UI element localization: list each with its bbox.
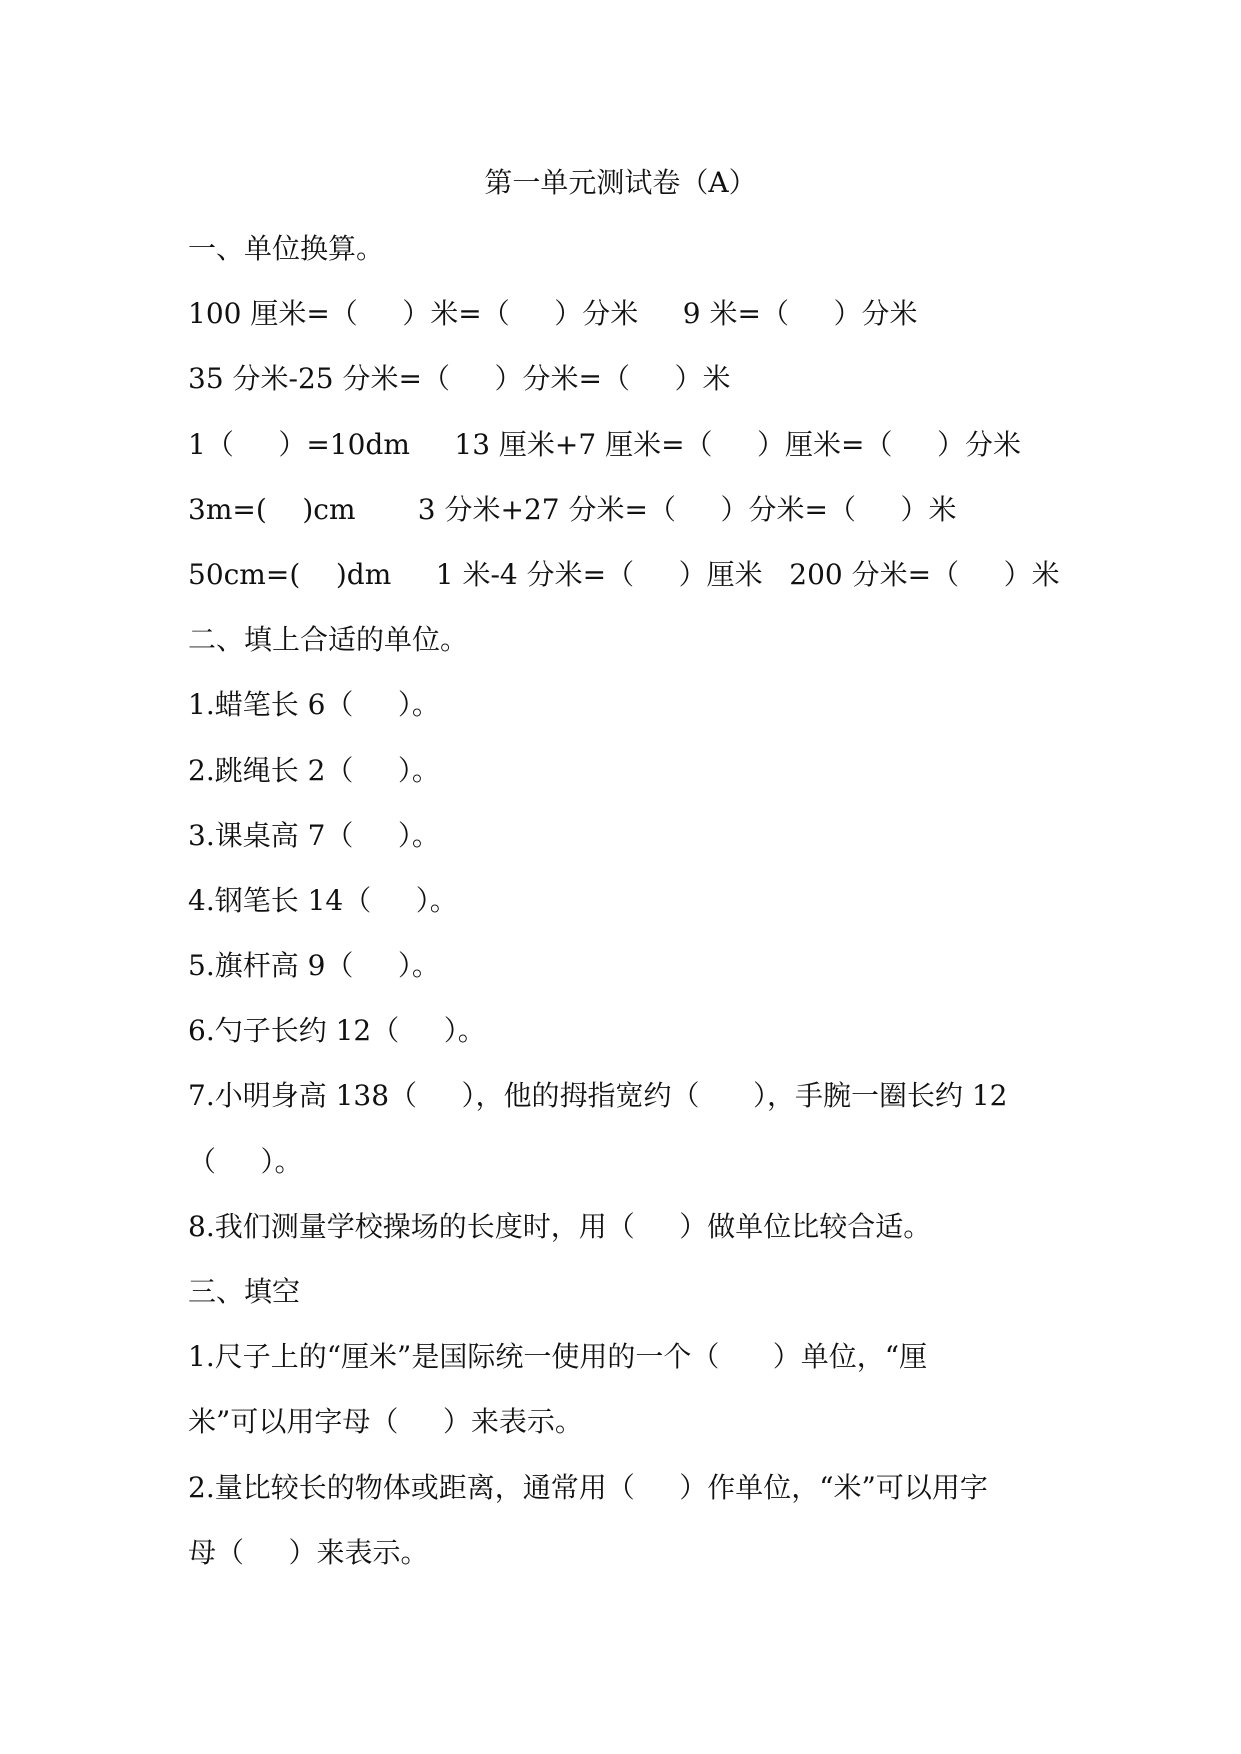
section-heading-fill-units: 二、填上合适的单位。 (188, 623, 469, 657)
section-heading-fill-blanks: 三、填空 (188, 1275, 301, 1308)
question-line-continued: 米”可以用字母（ ）来表示。 (188, 1405, 583, 1439)
question-line: 3.课桌高 7（ ）。 (188, 818, 440, 852)
question-line: 4.钢笔长 14（ ）。 (188, 883, 458, 917)
question-line: 2.量比较长的物体或距离，通常用（ ）作单位，“米”可以用字 (188, 1470, 988, 1504)
worksheet-body (188, 229, 1088, 1598)
question-line: 7.小明身高 138（ ），他的拇指宽约（ ），手腕一圈长约 12 (188, 1079, 1008, 1113)
question-line: 1（ ）=10dm 13 厘米+7 厘米=（ ）厘米=（ ）分米 (188, 427, 1022, 461)
section-heading-unit-conversion: 一、单位换算。 (188, 232, 385, 265)
question-line: 35 分米-25 分米=（ ）分米=（ ）米 (188, 362, 731, 396)
question-line: 3m=( )cm 3 分米+27 分米=（ ）分米=（ ）米 (188, 492, 957, 526)
question-line: 8.我们测量学校操场的长度时，用（ ）做单位比较合适。 (188, 1209, 932, 1243)
question-line-continued: 母（ ）来表示。 (188, 1535, 429, 1569)
question-line: 50cm=( )dm 1 米-4 分米=（ ）厘米 200 分米=（ ）米 (188, 557, 1060, 591)
question-line: 2.跳绳长 2（ ）。 (188, 753, 440, 787)
question-line: 1.蜡笔长 6（ ）。 (188, 688, 440, 722)
question-line: 6.勺子长约 12（ ）。 (188, 1014, 486, 1048)
page-title: 第一单元测试卷（A） (484, 166, 757, 199)
question-line: 5.旗杆高 9（ ）。 (188, 949, 440, 983)
question-line: 1.尺子上的“厘米”是国际统一使用的一个（ ）单位，“厘 (188, 1340, 928, 1374)
question-line: 100 厘米=（ ）米=（ ）分米 9 米=（ ）分米 (188, 297, 918, 331)
question-line-continued: （ ）。 (188, 1144, 303, 1178)
